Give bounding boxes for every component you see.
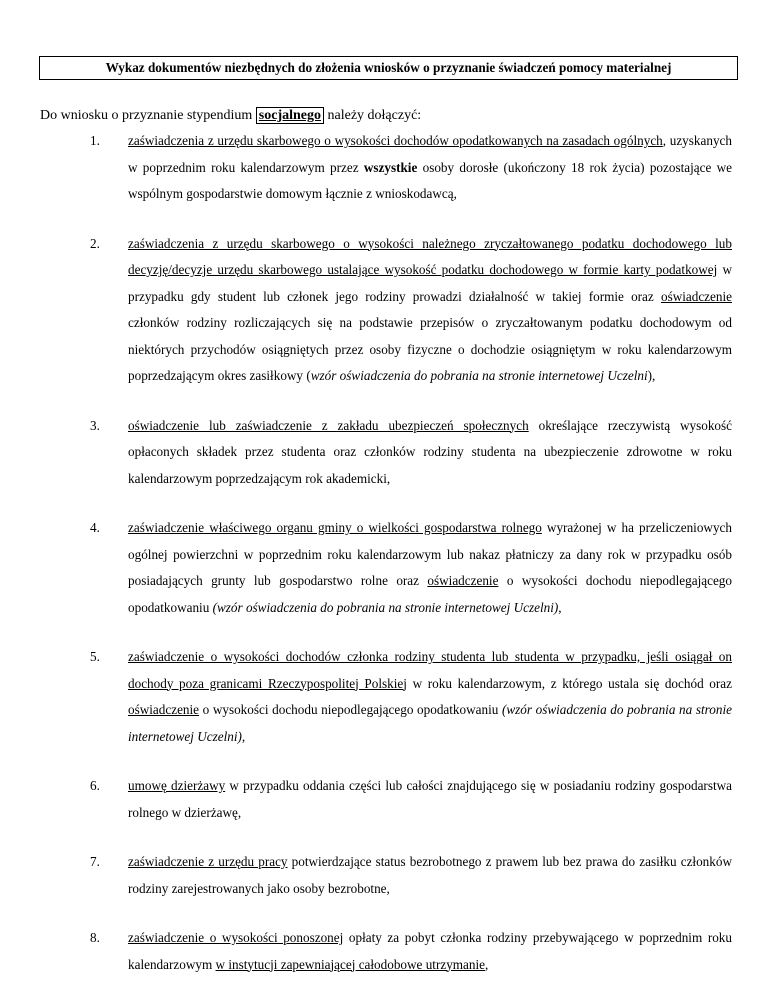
list-item-text: zaświadczenie o wysokości dochodów członka rodziny studenta lub studenta w przypadku, jeśli osiągał on dochody poza granicami Rzeczypospolitej Polskiej w roku kalendarzowym, z którego ustala się dochód oraz oświadczenie o wysokości dochodu niepodlegającego opodatkowaniu (wzór oświadczenia do pobrania na stronie internetowej Uczelni),	[128, 649, 732, 744]
list-item-number: 2.	[90, 235, 100, 251]
list-item	[90, 128, 732, 208]
list-item	[90, 515, 732, 621]
list-item-text: zaświadczenie o wysokości ponoszonej opłaty za pobyt członka rodziny przebywającego w poprzednim roku kalendarzowym w instytucji zapewniającej całodobowe utrzymanie,	[128, 930, 732, 972]
document-title-text: Wykaz dokumentów niezbędnych do złożenia wniosków o przyznanie świadczeń pomocy materialnej	[105, 60, 672, 75]
document-list	[90, 128, 732, 1001]
intro-highlight: socjalnego	[256, 107, 324, 124]
list-item	[90, 413, 732, 493]
list-item-text: zaświadczenia z urzędu skarbowego o wysokości należnego zryczałtowanego podatku dochodowego lub decyzję/decyzje urzędu skarbowego ustalające wysokość podatku dochodowego w formie karty podatkowej w przypadku gdy student lub członek jego rodziny prowadzi działalność w takiej formie oraz oświadczenie członków rodziny rozliczających się na podstawie przepisów o zryczałtowanym podatku dochodowym od niektórych przychodów osiągniętych przez osoby fizyczne o dochodzie osiągniętym w roku kalendarzowym poprzedzającym okres zasiłkowy (wzór oświadczenia do pobrania na stronie internetowej Uczelni),	[128, 235, 732, 383]
list-item	[90, 773, 732, 826]
list-item-text: oświadczenie lub zaświadczenie z zakładu ubezpieczeń społecznych określające rzeczywistą wysokość opłaconych składek przez studenta oraz członków rodziny studenta na ubezpieczenie zdrowotne w roku kalendarzowym poprzedzającym rok akademicki,	[128, 417, 732, 486]
document-title	[39, 56, 738, 80]
list-item-number: 5.	[90, 649, 100, 664]
list-item-number: 6.	[90, 778, 100, 793]
list-item	[90, 849, 732, 902]
list-item-text: zaświadczenie właściwego organu gminy o wielkości gospodarstwa rolnego wyrażonej w ha przeliczeniowych ogólnej powierzchni w poprzednim roku kalendarzowym lub nakaz płatniczy za dany rok w przypadku osób posiadających grunty lub gospodarstwo rolne oraz oświadczenie o wysokości dochodu niepodlegającego opodatkowaniu (wzór oświadczenia do pobrania na stronie internetowej Uczelni),	[128, 520, 732, 615]
list-item-text: zaświadczenie z urzędu pracy potwierdzające status bezrobotnego z prawem lub bez prawa do zasiłku członków rodziny zarejestrowanych jako osoby bezrobotne,	[128, 854, 732, 896]
intro-line	[40, 106, 421, 126]
list-item	[90, 231, 732, 390]
list-item-text: umowę dzierżawy w przypadku oddania części lub całości znajdującego się w posiadaniu rodziny gospodarstwa rolnego w dzierżawę,	[128, 778, 732, 820]
intro-before: Do wniosku o przyznanie stypendium	[40, 108, 256, 123]
list-item	[90, 925, 732, 978]
list-item-number: 3.	[90, 417, 100, 433]
list-item-number: 1.	[90, 133, 100, 148]
list-item-number: 4.	[90, 520, 100, 535]
list-item	[90, 644, 732, 750]
list-item-text: zaświadczenia z urzędu skarbowego o wysokości dochodów opodatkowanych na zasadach ogólnych, uzyskanych w poprzednim roku kalendarzowym przez wszystkie osoby dorosłe (ukończony 18 rok życia) pozostające we wspólnym gospodarstwie domowym łącznie z wnioskodawcą,	[128, 133, 732, 201]
intro-after: należy dołączyć:	[324, 108, 422, 123]
list-item-number: 8.	[90, 930, 100, 945]
list-item-number: 7.	[90, 854, 100, 869]
